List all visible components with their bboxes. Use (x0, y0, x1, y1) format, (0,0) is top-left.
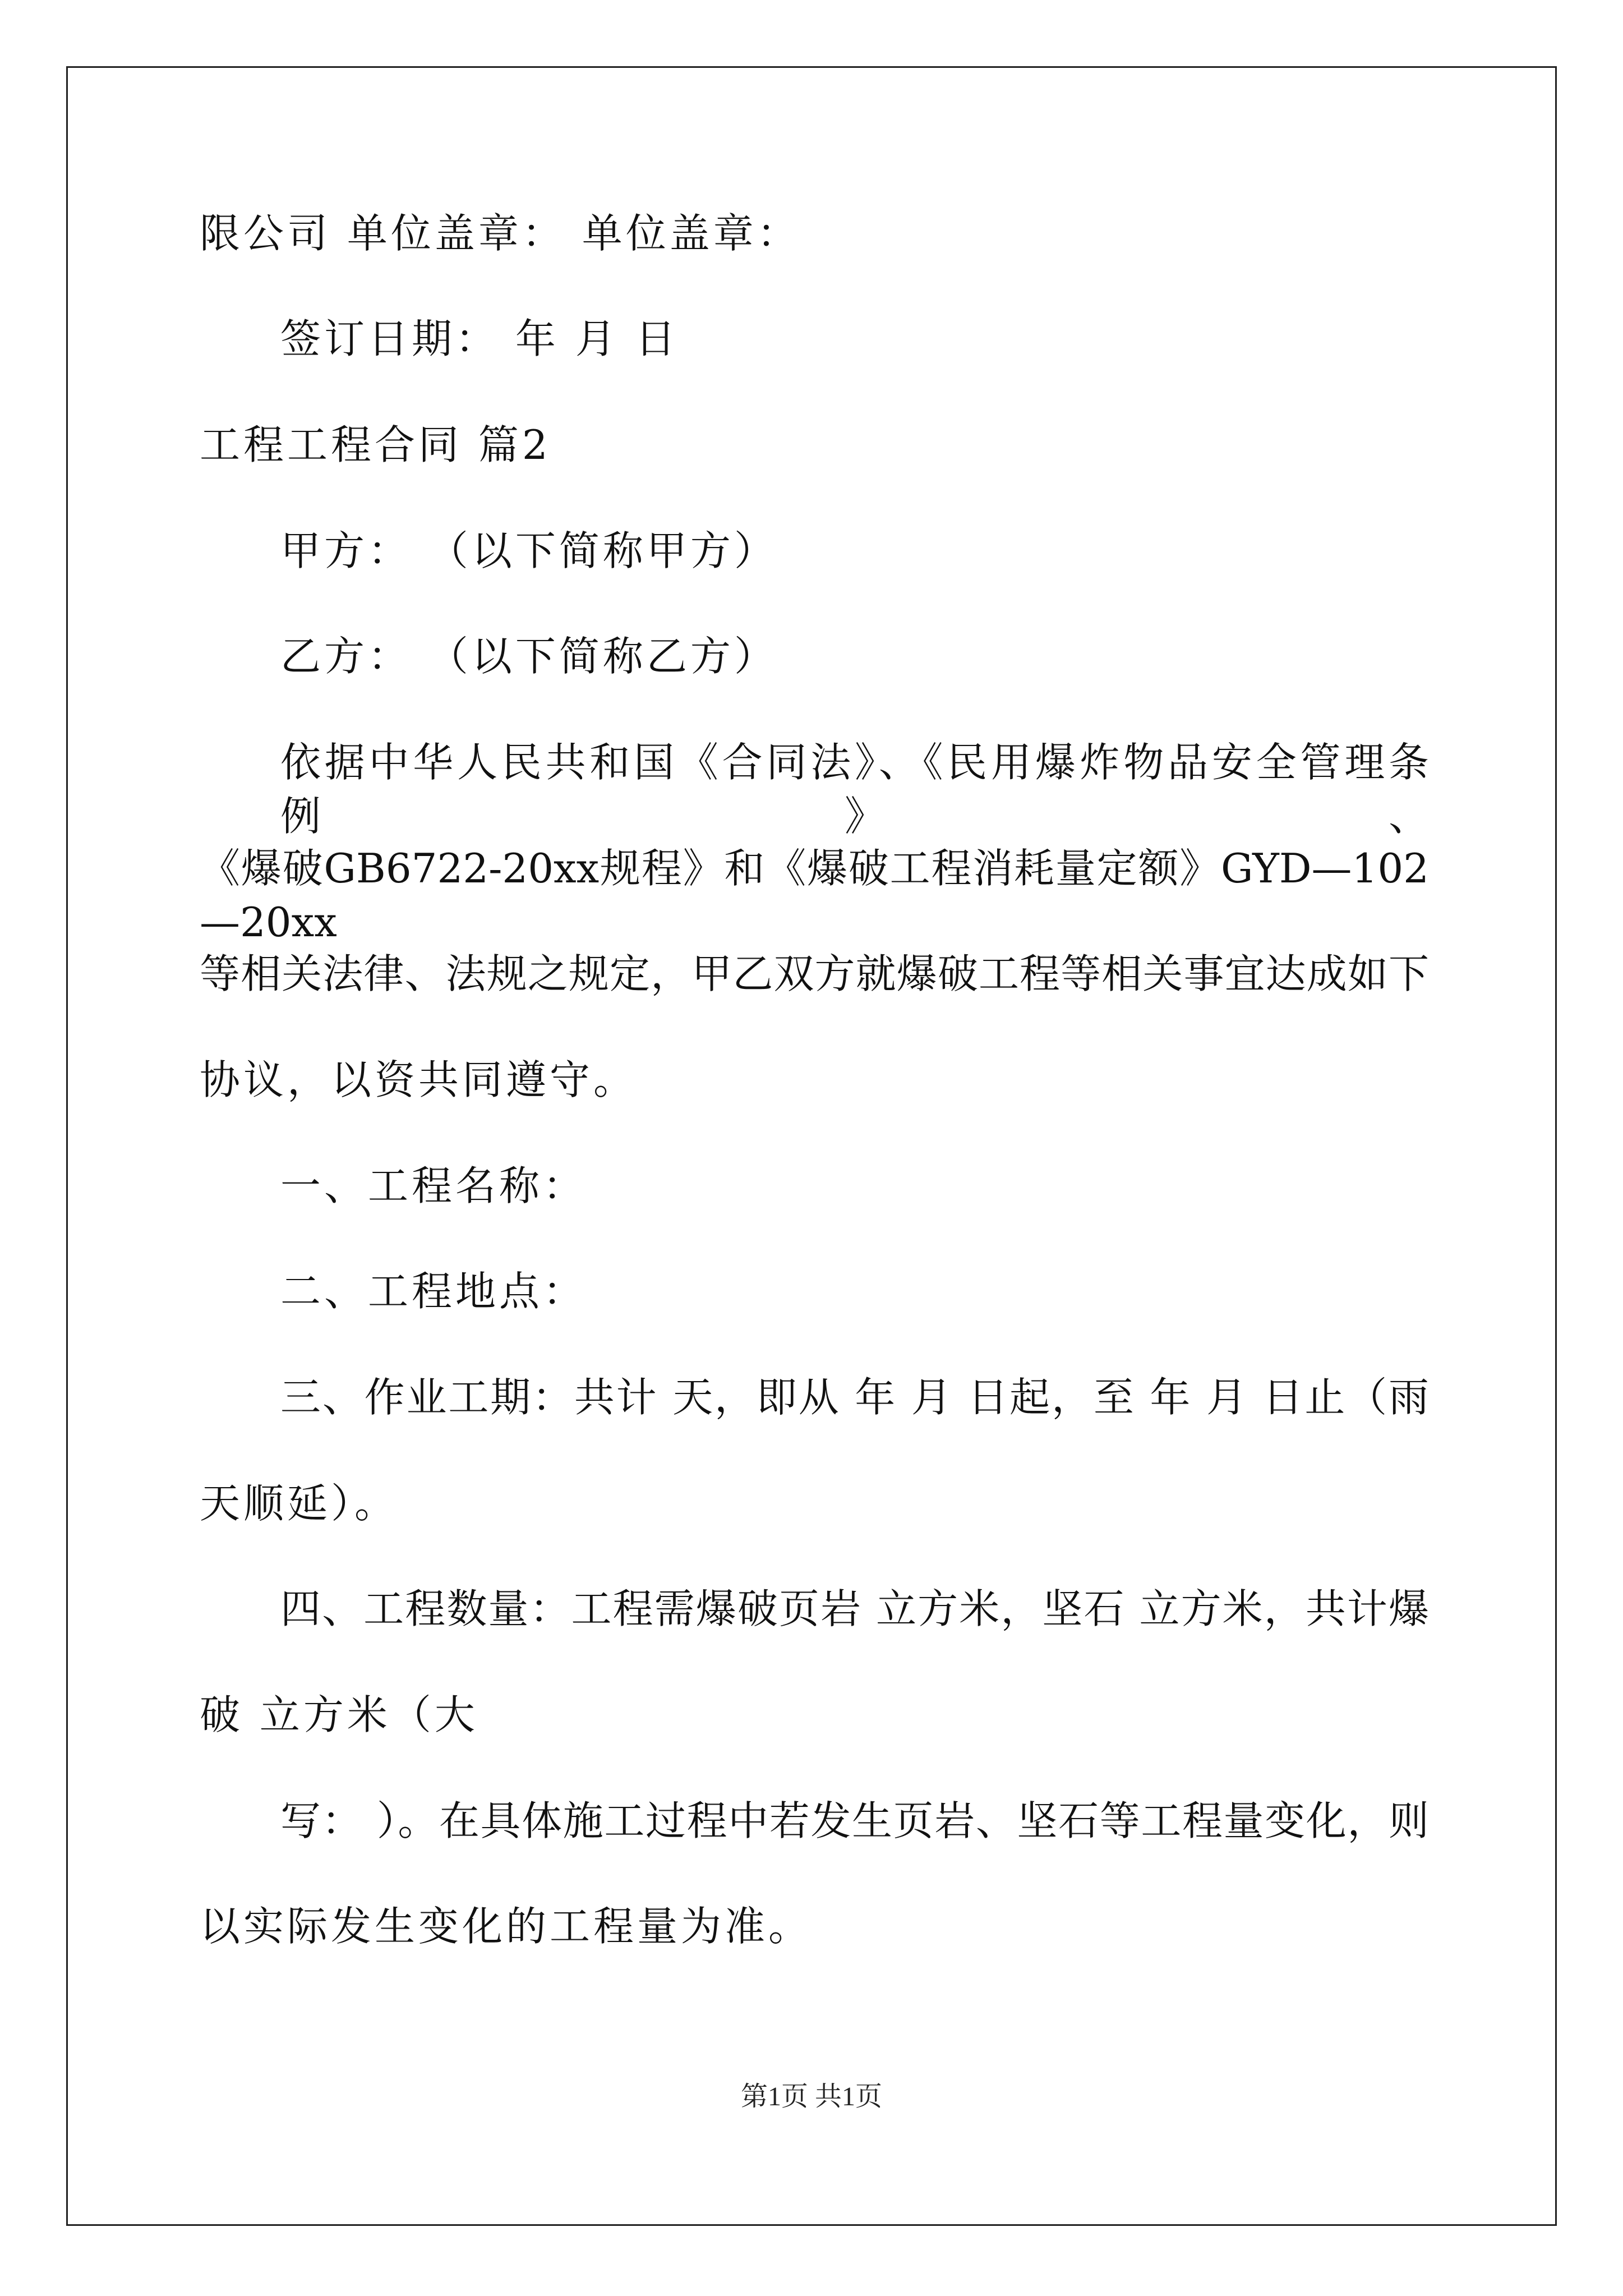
clause-period-line-1: 三、作业工期：共计 天，即从 年 月 日起，至 年 月 日止（雨 (280, 1374, 1429, 1421)
clause-quantity-line-4: 以实际发生变化的工程量为准。 (200, 1903, 813, 1950)
seal-line: 限公司 单位盖章： 单位盖章： (200, 210, 801, 257)
clause-period-line-2: 天顺延）。 (200, 1480, 399, 1527)
clause-project-location: 二、工程地点： (280, 1268, 587, 1315)
preamble-line-3: 等相关法律、法规之规定，甲乙双方就爆破工程等相关事宜达成如下 (200, 950, 1429, 997)
preamble-line-2: 《爆破GB6722-20xx规程》和《爆破工程消耗量定额》GYD—102—20xx (200, 845, 1429, 946)
party-b-line: 乙方： （以下简称乙方） (280, 633, 778, 680)
clause-quantity-line-3: 写： ）。在具体施工过程中若发生页岩、坚石等工程量变化，则 (280, 1797, 1429, 1844)
clause-quantity-line-2: 破 立方米（大 (200, 1691, 478, 1738)
signing-date-line: 签订日期： 年 月 日 (280, 315, 679, 362)
preamble-line-1: 依据中华人民共和国《合同法》、《民用爆炸物品安全管理条例》、 (280, 739, 1429, 840)
preamble-line-4: 协议，以资共同遵守。 (200, 1056, 638, 1103)
page-number-footer: 第1页 共1页 (740, 2082, 882, 2111)
party-a-line: 甲方： （以下简称甲方） (280, 527, 778, 574)
clause-quantity-line-1: 四、工程数量：工程需爆破页岩 立方米，坚石 立方米，共计爆 (280, 1585, 1429, 1632)
clause-project-name: 一、工程名称： (280, 1162, 587, 1209)
section-title: 工程工程合同 篇2 (200, 421, 551, 468)
